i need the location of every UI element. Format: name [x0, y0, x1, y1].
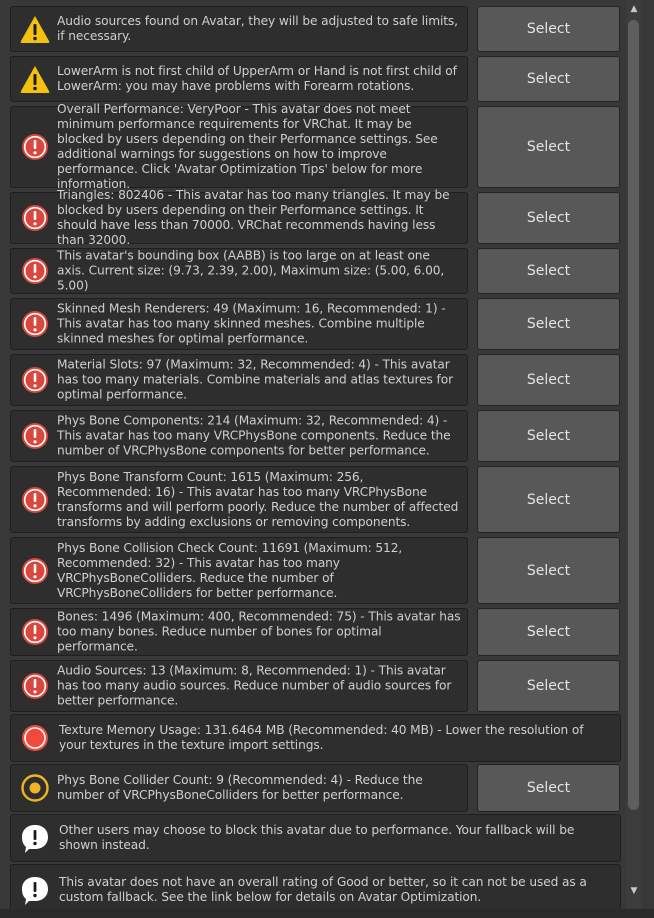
message-box [10, 537, 468, 604]
message-box [10, 714, 621, 762]
validation-message-row [10, 6, 622, 52]
message-box [10, 764, 468, 812]
message-text: Audio sources found on Avatar, they will be adjusted to safe limits, if necessary. [57, 14, 458, 43]
select-button[interactable]: Select [477, 608, 620, 656]
validation-message-row [10, 714, 622, 762]
validation-message-row [10, 188, 622, 247]
validation-message-row [10, 764, 622, 812]
message-box [10, 102, 468, 191]
select-button[interactable]: Select [477, 764, 620, 812]
info-speech-bubble-icon [19, 874, 51, 906]
warning-triangle-icon [19, 13, 51, 45]
scroll-down-arrow-icon[interactable]: ▼ [630, 886, 638, 896]
message-box [10, 660, 468, 712]
select-button[interactable]: Select [477, 192, 620, 244]
scroll-thumb[interactable] [628, 20, 639, 810]
message-box [10, 298, 468, 350]
validation-message-row [10, 410, 622, 462]
message-text: Phys Bone Components: 214 (Maximum: 32, Recommended: 4) - This avatar has too many VRCPhysBone components. Reduce the number of VRCPhysBone components for better performance. [57, 413, 451, 458]
message-text: Audio Sources: 13 (Maximum: 8, Recommended: 1) - This avatar has too many audio sources. Reduce number of audio sources for better performance. [57, 663, 452, 708]
validation-message-row [10, 354, 622, 406]
validation-message-row [10, 56, 622, 102]
validation-message-row [10, 608, 622, 656]
error-exclamation-icon [19, 484, 51, 516]
message-text: Overall Performance: VeryPoor - This avatar does not meet minimum performance requirements for VRChat. It may be blocked by users depending on their Performance settings. See additional warnings for suggestions on how to improve performance. Click 'Avatar Optimization Tips' below for more information. [57, 102, 438, 191]
select-button[interactable]: Select [477, 298, 620, 350]
message-text: Phys Bone Transform Count: 1615 (Maximum: 256, Recommended: 16) - This avatar has too many VRCPhysBone transforms and will perform poorly. Reduce the number of affected transforms by adding exclusions or removing components. [57, 469, 459, 529]
select-button[interactable]: Select [477, 537, 620, 604]
error-exclamation-icon [19, 131, 51, 163]
select-button[interactable]: Select [477, 410, 620, 462]
validation-message-row [10, 466, 622, 533]
error-exclamation-icon [19, 555, 51, 587]
select-button[interactable]: Select [477, 466, 620, 533]
message-text: Texture Memory Usage: 131.6464 MB (Recommended: 40 MB) - Lower the resolution of your textures in the texture import settings. [59, 723, 584, 752]
select-button[interactable]: Select [477, 248, 620, 294]
message-box [10, 354, 468, 406]
error-exclamation-icon [19, 616, 51, 648]
info-speech-bubble-icon [19, 822, 51, 854]
validation-message-row [10, 248, 622, 294]
message-text: Material Slots: 97 (Maximum: 32, Recommended: 4) - This avatar has too many materials. Combine materials and atlas textures for optimal performance. [57, 357, 453, 402]
info-ring-icon [19, 772, 51, 804]
select-button[interactable]: Select [477, 56, 620, 102]
vertical-scrollbar[interactable] [626, 0, 642, 918]
error-exclamation-icon [19, 364, 51, 396]
message-box [10, 248, 468, 294]
message-box [10, 466, 468, 533]
message-box [10, 188, 468, 247]
message-text: LowerArm is not first child of UpperArm or Hand is not first child of LowerArm: you may have problems with Forearm rotations. [57, 64, 457, 93]
message-text: Phys Bone Collider Count: 9 (Recommended: 4) - Reduce the number of VRCPhysBoneColliders for better performance. [57, 773, 423, 802]
select-button[interactable]: Select [477, 6, 620, 52]
message-box [10, 6, 468, 52]
validation-message-row [10, 660, 622, 712]
message-text: Triangles: 802406 - This avatar has too many triangles. It may be blocked by users depending on their Performance settings. It should have less than 70000. VRChat recommends having less than 32000. [57, 188, 450, 247]
message-text: This avatar's bounding box (AABB) is too large on at least one axis. Current size: (9.73, 2.39, 2.00), Maximum size: (5.00, 6.00, 5.00) [57, 248, 445, 293]
validation-message-row [10, 814, 622, 862]
message-box [10, 410, 468, 462]
error-exclamation-icon [19, 308, 51, 340]
message-text: This avatar does not have an overall rating of Good or better, so it can not be used as a custom fallback. See the link below for details on Avatar Optimization. [59, 875, 587, 904]
validation-message-row [10, 537, 622, 604]
error-exclamation-icon [19, 202, 51, 234]
message-text: Bones: 1496 (Maximum: 400, Recommended: 75) - This avatar has too many bones. Reduce number of bones for optimal performance. [57, 609, 461, 654]
message-text: Skinned Mesh Renderers: 49 (Maximum: 16, Recommended: 1) - This avatar has too many skinned meshes. Combine multiple skinned meshes for optimal performance. [57, 301, 446, 346]
bottom-edge-bar [0, 909, 654, 918]
error-ring-icon [19, 722, 51, 754]
scroll-up-arrow-icon[interactable]: ▲ [630, 4, 638, 14]
validation-message-row [10, 102, 622, 191]
select-button[interactable]: Select [477, 106, 620, 188]
message-box [10, 56, 468, 102]
warning-triangle-icon [19, 63, 51, 95]
select-button[interactable]: Select [477, 354, 620, 406]
error-exclamation-icon [19, 670, 51, 702]
error-exclamation-icon [19, 420, 51, 452]
error-exclamation-icon [19, 255, 51, 287]
validation-message-row [10, 298, 622, 350]
message-text: Phys Bone Collision Check Count: 11691 (Maximum: 512, Recommended: 32) - This avatar has too many VRCPhysBoneColliders. Reduce the number of VRCPhysBoneColliders for better performance. [57, 540, 403, 600]
message-text: Other users may choose to block this avatar due to performance. Your fallback will be shown instead. [59, 823, 575, 852]
select-button[interactable]: Select [477, 660, 620, 712]
message-box [10, 608, 468, 656]
message-box [10, 814, 621, 862]
